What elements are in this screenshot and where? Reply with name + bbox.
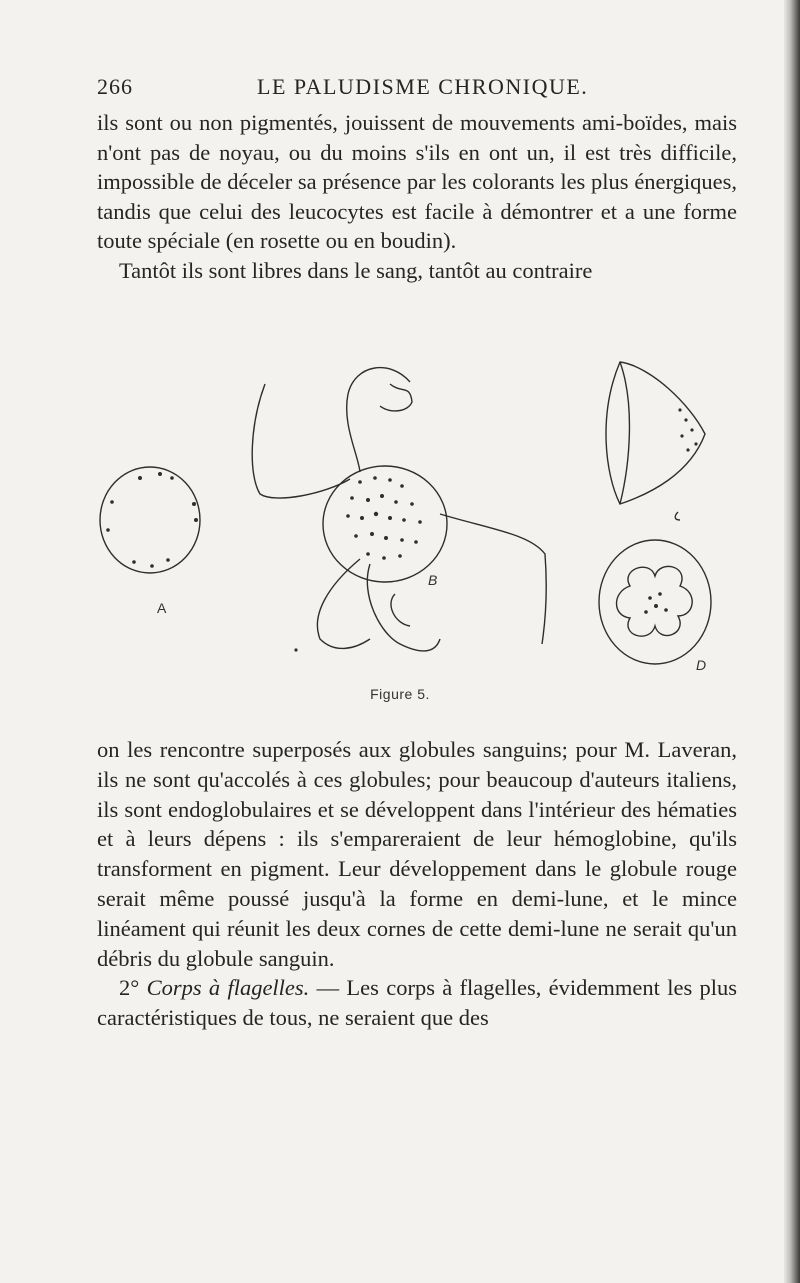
crescent-c [606, 362, 705, 504]
pigment-dot [170, 476, 174, 480]
pigment-dot [690, 428, 693, 431]
small-dot [294, 648, 297, 651]
pigment-dot [402, 518, 406, 522]
page-edge-shadow [784, 0, 800, 1283]
pigment-dot [132, 560, 136, 564]
text-block-bottom [97, 735, 737, 1033]
pigment-dot [394, 500, 398, 504]
figure-5 [90, 354, 730, 674]
pigment-dot [366, 552, 370, 556]
flagellum-top [347, 368, 410, 472]
pigment-dot [654, 604, 658, 608]
pigment-dot [150, 564, 154, 568]
cell-a [100, 467, 200, 573]
flagellum-top-curl [380, 384, 412, 411]
pigment-dot [366, 498, 370, 502]
figure-illustration [90, 354, 730, 674]
pigment-dot [388, 478, 392, 482]
pigment-dot [374, 512, 378, 516]
cell-b [323, 466, 447, 582]
pigment-dot [106, 528, 110, 532]
paragraph: Tantôt ils sont libres dans le sang, tantôt au contraire [119, 257, 593, 283]
section-number: 2° [119, 975, 140, 1001]
figure-caption: Figure 5. [370, 686, 430, 702]
pigment-dot [678, 408, 681, 411]
pigment-dot [158, 472, 162, 476]
pigment-dot [354, 534, 358, 538]
text-block-top [97, 108, 737, 285]
pigment-dot [373, 476, 377, 480]
section-title: Corps à flagelles. [146, 975, 310, 1001]
pigment-dot [138, 476, 142, 480]
running-title: LE PALUDISME CHRONIQUE. [257, 74, 589, 99]
pigment-dot [418, 520, 422, 524]
pigment-dot [658, 592, 662, 596]
pigment-dot [350, 496, 354, 500]
small-mark [675, 512, 680, 520]
figure-label-d: D [696, 657, 707, 673]
page-number: 266 [97, 74, 133, 99]
pigment-dot [398, 554, 402, 558]
pigment-dot [110, 500, 114, 504]
pigment-dot [360, 516, 364, 520]
pigment-dot [382, 556, 386, 560]
flagellum-right [440, 514, 546, 644]
paragraph: ils sont ou non pigmentés, jouissent de mouvements ami-boïdes, mais n'ont pas de noyau, ou du moins s'ils en ont un, il est très difficile, impossible de déceler sa présence par les colorants les plus énergiques, tandis que celui des leucocytes est facile à démontrer et a une forme toute spéciale (en rosette ou en boudin). [97, 110, 737, 253]
pigment-dot [194, 518, 198, 522]
pigment-dot [370, 532, 374, 536]
pigment-dot [684, 418, 687, 421]
figure-label-a: A [157, 600, 167, 616]
pigment-dot [414, 540, 418, 544]
pigment-dot [680, 434, 683, 437]
rosette [617, 566, 693, 636]
figure-label-b: B [428, 572, 438, 588]
cell-d [599, 540, 711, 664]
page-header [97, 74, 737, 102]
pigment-dot [410, 502, 414, 506]
section-paragraph [97, 973, 737, 1033]
pigment-dot [644, 610, 648, 614]
pigment-dot [648, 596, 652, 600]
pigment-dot [346, 514, 350, 518]
pigment-dot [380, 494, 384, 498]
pigment-dot [388, 516, 392, 520]
crescent-c-inner [620, 362, 629, 504]
flagellum-lower-left [317, 559, 370, 648]
pigment-dot [664, 608, 668, 612]
flagellum-upper-left [252, 384, 350, 498]
flagellum-lower-curl [391, 594, 410, 626]
pigment-dot [400, 538, 404, 542]
paragraph: on les rencontre superposés aux globules sanguins; pour M. Laveran, ils ne sont qu'accolés à ces globules; pour beaucoup d'auteurs italiens, ils sont endoglobulaires et se développent dans l'intérieur des hématies et à leurs dépens : ils s'empareraient de leur hémoglobine, qu'ils transforment en pigment. Leur développement dans le globule rouge serait même poussé jusqu'à la forme en demi-lune, et le mince linéament qui réunit les deux cornes de cette demi-lune ne serait qu'un débris du globule sanguin. [97, 737, 737, 971]
pigment-dot [166, 558, 170, 562]
pigment-dot [400, 484, 404, 488]
pigment-dot [384, 536, 388, 540]
section-text: — Les corps à flagelles, évidemment les plus caractéristiques de tous, ne seraient que des [97, 975, 738, 1031]
pigment-dot [694, 442, 697, 445]
pigment-dot [358, 480, 362, 484]
pigment-dot [686, 448, 689, 451]
pigment-dot [192, 502, 196, 506]
